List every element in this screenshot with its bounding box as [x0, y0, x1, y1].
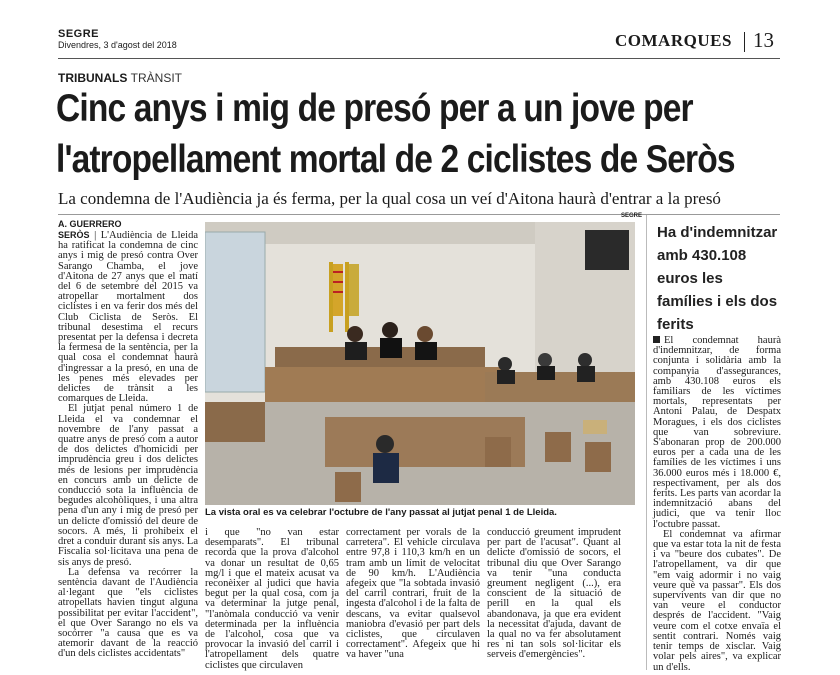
photo-credit: SEGRE — [621, 213, 643, 219]
sidebar-paragraph-1 — [653, 336, 781, 530]
subheadline: La condemna de l'Audiència ja és ferma, per la qual cosa un veí d'Aitona haurà d'entrar a la presó — [58, 189, 721, 208]
column-4-text: conducció greument imprudent per part de l'acusat". Quant al delicte d'omissió de socors, el tribunal diu que Over Sarango va tenir "una conducta greument negligent (...), era conscient de la situació de perill en la qual els abandonava, ja que era evident la necessitat d'ajuda, davant de la qual no va fer absolutament res ni tan sols sol·licitar els serveis d'emergències". — [487, 527, 621, 661]
header-divider — [744, 32, 745, 52]
header-rule — [58, 58, 780, 59]
article-column-2 — [205, 528, 339, 671]
courtroom-photo — [205, 222, 635, 505]
photo-caption — [205, 506, 635, 520]
kicker — [58, 71, 182, 85]
courtroom-illustration — [205, 222, 635, 505]
section-name: COMARQUES — [615, 31, 732, 50]
column-3-text: correctament per vorals de la carretera". El vehicle circulava entre 97,8 i 110,3 km/h en un tram amb un límit de velocitat de 90 km/h. L'Audiència afegeix que "la sobtada invasió del carril contrari, fruit de la ingesta d'alcohol i de la falta de descans, va evitar qualsevol maniobra d'evasió per part dels ciclistes, que circulaven correctament". Afegeix que hi va haver "una — [346, 527, 480, 661]
kicker-main: TRIBUNALS — [58, 71, 128, 85]
column-2-text: i que "no van estar desemparats". El tribunal recorda que la prova d'alcohol va donar un resultat de 0,65 mg/l i que el mateix acusat va reconèixer al judici que havia begut per la qual cosa, com ja va determinar la jutge penal, "l'anòmala conducció va venir determinada per la influència de l'alcohol, cosa que va provocar la invasió del carril i l'atropellament dels quatre ciclistes que circulaven — [205, 527, 339, 671]
issue-date: Divendres, 3 d'agost del 2018 — [58, 40, 177, 50]
caption-text: La vista oral es va celebrar l'octubre de l'any passat al jutjat penal 1 de Lleida. — [205, 507, 557, 518]
sidebar-paragraph-1-text: El condemnat haurà d'indemnitzar, de forma conjunta i solidària amb la companyia d'assegurances, amb 430.108 euros els familiars de les víctimes mortals, representats per Antoni Palau, de Despatx Moragues, i els dos ciclistes que van sobreviure. S'abonaran prop de 200.000 euros per a cada una de les famílies de les víctimes i uns 36.000 euros més i 18.000 €, respectivament, per als dos ferits. Les parts van acordar la indemnització abans del judici, que va tenir lloc l'octubre passat. — [653, 335, 781, 530]
headline-line-2: l'atropellament mortal de 2 ciclistes de Seròs — [56, 138, 735, 181]
byline: A. GUERRERO — [58, 219, 122, 229]
paragraph-1-text: L'Audiència de Lleida ha ratificat la condemna de cinc anys i mig de presó contra Over Sarango Chamba, el jove d'Aitona de 27 anys que el matí del 6 de setembre del 2015 va atropellar mortalment dos ciclistes i en va ferir dos més del Club Ciclista de Seròs. El tribunal desestima el recurs presentat per la defensa i decreta la fermesa de la sentència, per la qual cosa el condemnat haurà d'ingressar a la presó, en una de les penes més elevades per delictes de trànsit a les comarques de Lleida. — [58, 230, 198, 405]
sidebar-body — [653, 336, 781, 673]
article-column-3 — [346, 528, 480, 661]
paragraph-2: El jutjat penal número 1 de Lleida el va condemnar el novembre de l'any passat a quatre anys de presó com a autor de dos delictes d'homicidi per imprudència greu i dos delictes més de lesions per imprudència en concurs amb un delicte de conducció sota la influència de begudes alcohòliques, i una altra pena d'un any i mig de presó per un delicte d'omissió del deure de socors. A més, li prohibeix el dret a conduir durant sis anys. La Fiscalia sol·licitava una pena de sis anys de presó. — [58, 403, 198, 568]
kicker-sub: TRÀNSIT — [130, 71, 183, 85]
paragraph-3: La defensa va recórrer la sentència davant de l'Audiència al·legant que "els ciclistes atropellats havien tingut alguna possibilitat per evitar l'accident", el que Over Sarango no els va socórrer "a causa que es va atemorir davant de la reacció d'un dels ciclistes accidentats" — [58, 566, 198, 660]
article-column-1 — [58, 230, 198, 660]
headline-line-1: Cinc anys i mig de presó per a un jove per — [56, 87, 693, 130]
sidebar-paragraph-2: El condemnat va afirmar que va estar tota la nit de festa i va "beure dos cubates". De l'atropellament, va dir que "em vaig adormir i no vaig veure què va passar". Els dos supervivents van dir que no van veure el conductor després de l'accident. "Vaig veure com el cotxe envaïa el sentit contrari. Només vaig tenir temps de xisclar. Vaig volar pels aires", va explicar un d'ells. — [653, 528, 781, 673]
square-bullet-icon — [653, 336, 660, 343]
page-number: 13 — [753, 28, 774, 52]
newspaper-name: SEGRE — [58, 28, 100, 40]
article-column-4 — [487, 528, 621, 661]
sidebar-divider — [646, 215, 647, 670]
paragraph-1: SERÒS | L'Audiència de Lleida ha ratificat la condemna de cinc anys i mig de presó contra Over Sarango Chamba, el jove d'Aitona de 27 anys que el matí del 6 de setembre del 2015 va atropellar mortalment dos ciclistes i en va ferir dos més del Club Ciclista de Seròs. El tribunal desestima el recurs presentat per la defensa i decreta la fermesa de la sentència, per la qual cosa el condemnat haurà d'ingressar a la presó, en una de les penes més elevades per delictes de trànsit a les comarques de Lleida. — [58, 230, 198, 405]
sidebar-title: Ha d'indemnitzar amb 430.108 euros les famílies i els dos ferits — [657, 224, 778, 333]
dateline: SERÒS — [58, 230, 90, 240]
subhead-rule — [58, 214, 780, 215]
